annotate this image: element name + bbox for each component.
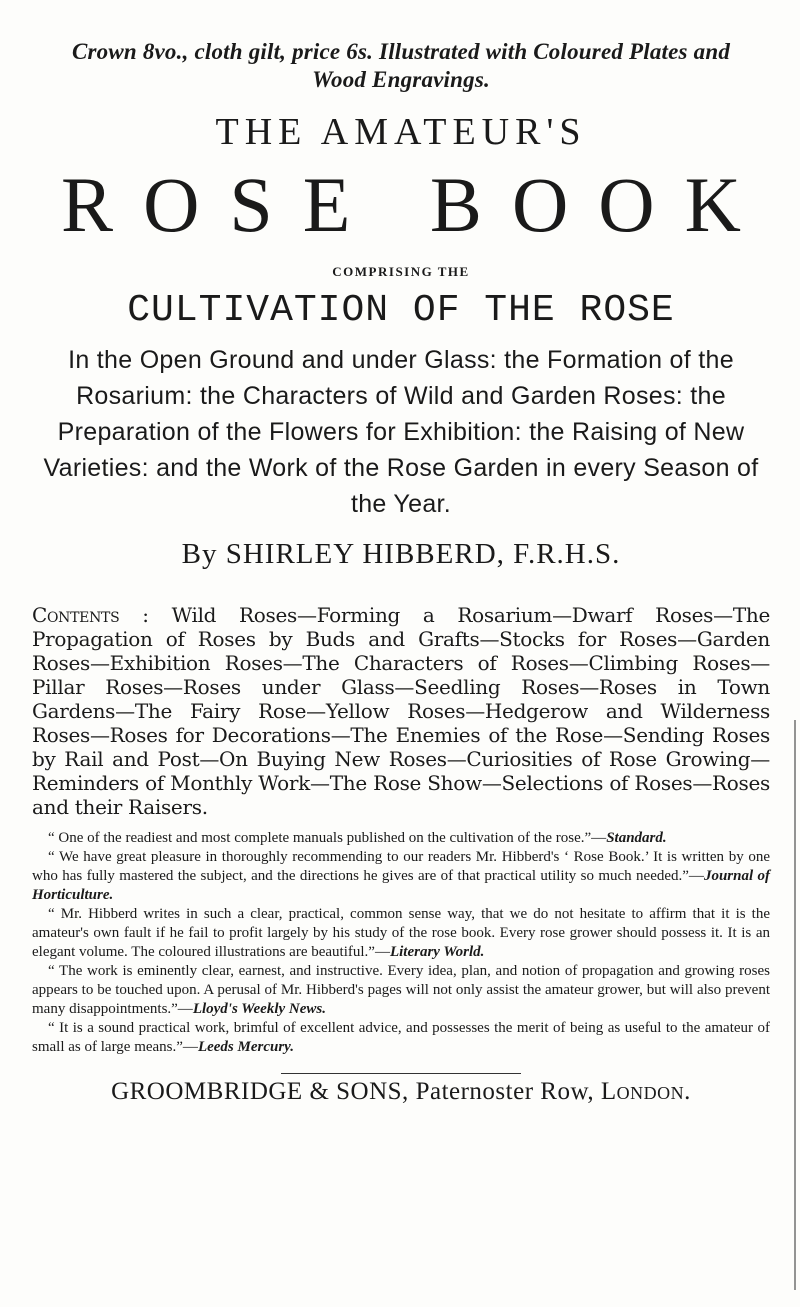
author-byline: By SHIRLEY HIBBERD, F.R.H.S. — [181, 538, 621, 570]
contents-text: Wild Roses—Forming a Rosarium—Dwarf Roses—The Propagation of Roses by Buds and Grafts—Stocks for Roses—Garden Roses—Exhibition Roses—The Characters of Roses—Climbing Roses—Pillar Roses—Roses under Glass—Seedling Roses—Roses in Town Gardens—The Fairy Rose—Yellow Roses—Hedgerow and Wilderness Roses—Roses for Decorations—The Enemies of the Rose—Sending Roses by Rail and Post—On Buying New Roses—Curiosities of Rose Growing—Reminders of Monthly Work—The Rose Show—Selections of Roses—Roses and their Raisers. — [32, 603, 770, 819]
contents-paragraph — [32, 603, 770, 819]
review-source: Leeds Mercury. — [197, 1039, 295, 1055]
review-source: Lloyd's Weekly News. — [192, 1001, 326, 1017]
title-line1: THE AMATEUR'S — [215, 111, 587, 153]
review-quote: “ Mr. Hibberd writes in such a clear, practical, common sense way, that we do not hesitate to affirm that it is the amateur's own fault if he fail to profit largely by his study of the rose book. Every rose grower should possess it. It is an elegant volume. The coloured illustrations are beautiful.”— — [32, 906, 770, 960]
scope-description: In the Open Ground and under Glass: the Formation of the Rosarium: the Characters of Wild and Garden Roses: the Preparation of the Flowers for Exhibition: the Raising of New Varieties: and the Work of the Rose Garden in every Season of the Year. — [43, 346, 759, 518]
review-item — [32, 905, 770, 962]
contents-label: Contents : — [32, 603, 149, 627]
comprising-label: COMPRISING THE — [332, 264, 470, 279]
subject-heading: CULTIVATION OF THE ROSE — [127, 289, 675, 332]
publisher-name: GROOMBRIDGE & SONS, — [111, 1078, 409, 1105]
review-quote: “ It is a sound practical work, brimful of excellent advice, and possesses the merit of being as useful to the amateur of small as of large means.”— — [32, 1020, 770, 1055]
divider-rule — [281, 1073, 521, 1074]
publisher-imprint — [32, 1078, 770, 1106]
review-list — [32, 829, 770, 1057]
review-quote: “ One of the readiest and most complete manuals published on the cultivation of the rose.”— — [48, 830, 607, 846]
edition-note-line2: Wood Engravings. — [312, 67, 490, 92]
publisher-city: London. — [600, 1078, 691, 1105]
publisher-address: Paternoster Row, — [415, 1078, 595, 1105]
review-item — [32, 962, 770, 1019]
review-quote: “ The work is eminently clear, earnest, and instructive. Every idea, plan, and notion of propagation and growing roses appears to be touched upon. A perusal of Mr. Hibberd's pages will not only assist the amateur grower, but will also prevent many disappointments.”— — [32, 963, 770, 1017]
review-item — [32, 829, 770, 848]
page-edge-shadow — [794, 720, 796, 1290]
edition-note-line1: Crown 8vo., cloth gilt, price 6s. Illustrated with Coloured Plates and — [71, 39, 731, 64]
edition-note — [32, 38, 770, 94]
review-source: Journal of Horticulture. — [32, 868, 771, 903]
review-source: Literary World. — [389, 944, 485, 960]
review-item — [32, 1019, 770, 1057]
review-item — [32, 848, 770, 905]
review-quote: “ We have great pleasure in thoroughly recommending to our readers Mr. Hibberd's ‘ Rose Book.’ It is written by one who has fully mastered the subject, and the directions he gives are of that practical utility so much needed.”— — [32, 849, 770, 884]
review-source: Standard. — [606, 830, 667, 846]
title-line2: ROSE BOOK — [61, 161, 771, 248]
